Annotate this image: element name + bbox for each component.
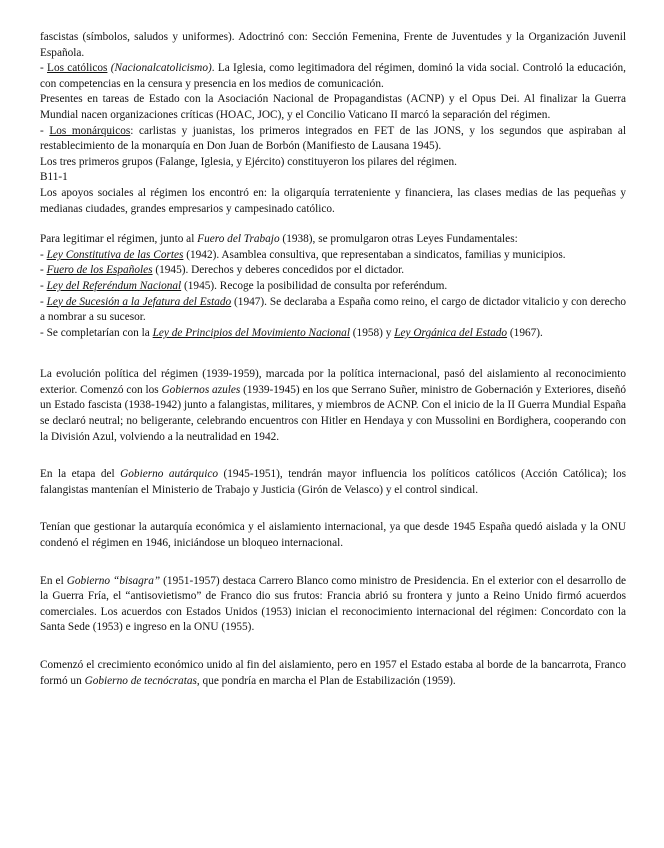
text: : carlistas y juanistas, los primeros integrados en FET de las JONS, y los segundos que aspiraban al restablecimiento de la monarquía en Don Juan de Borbón (Manifiesto de Lausana 1945).: [40, 124, 626, 153]
law-title: Ley del Referéndum Nacional: [46, 279, 182, 292]
paragraph-economic-growth: [40, 658, 626, 689]
text: (1945). Recoge la posibilidad de consulta por referéndum.: [181, 279, 448, 292]
dash: -: [40, 264, 47, 277]
text: (1939-1945) en los que Serrano Suñer, ministro de Gobernación y Exteriores, diseñó un Estado fascista (1938-1942) junto a falangistas, militares, y miembros de ACNP. Con el inicio de la II Guerra Mundial España se declaró neutral; no beligerante, celebrando encuentros con Hitler en Hendaya y con Mussolini en Bordighera, cooperando con la División Azul, volviendo a la neutralidad en 1942.: [40, 383, 627, 443]
text: (1945). Derechos y deberes concedidos por el dictador.: [152, 264, 405, 277]
dash: -: [40, 279, 47, 292]
term-gobierno-autarquico: Gobierno autárquico: [120, 468, 219, 481]
paragraph-isolation: Tenían que gestionar la autarquía económica y el aislamiento internacional, ya que desde 1945 España quedó aislada y la ONU condenó el régimen en 1946, iniciándose un bloqueo internacional.: [40, 521, 626, 550]
paragraph-laws-intro: [40, 232, 626, 248]
text: (1958) y: [349, 326, 395, 339]
text: (1938), se promulgaron otras Leyes Fundamentales:: [279, 233, 518, 246]
dash: -: [40, 248, 47, 261]
text: (1945-1951), tendrán mayor influencia los políticos católicos (Acción Católica); los falangistas mantenían el Ministerio de Trabajo y Justicia (Girón de Velasco) y el control sindical.: [40, 468, 626, 496]
text: (1967).: [507, 326, 543, 339]
text: (1951-1957) destaca Carrero Blanco como ministro de Presidencia. En el exterior con el desarrollo de la Guerra Fría, el “antisovietismo” de Franco dio sus frutos: Francia abrió su frontera y junto a Reino Unido firmó acuerdos comerciales. Los acuerdos con Estados Unidos (1953) inician el reconocimiento internacional del régimen: Concordato con la Santa Sede (1953) e ingreso en la ONU (1955).: [40, 574, 626, 634]
heading-monarchists: Los monárquicos: [49, 124, 131, 137]
term-nacionalcatolicismo: (Nacionalcatolicismo): [110, 62, 212, 75]
term-gobierno-tecnocratas: Gobierno de tecnócratas: [84, 674, 197, 687]
text: La evolución política del régimen (1939-1959), marcada por la política internacional, pasó del aislamiento al reconocimiento exterior. Comenzó con los: [40, 368, 626, 396]
document-page: [40, 30, 626, 689]
text: Para legitimar el régimen, junto al: [40, 233, 198, 246]
law-title: Fuero de los Españoles: [46, 264, 153, 277]
law-item: [40, 279, 626, 295]
text: . La Iglesia, como legitimadora del régimen, dominó la vida social. Controló la educación, con competencias en la censura y presencia en los medios de comunicación.: [40, 62, 627, 90]
law-item: [40, 248, 626, 264]
law-title: Ley de Sucesión a la Jefatura del Estado: [46, 295, 232, 308]
heading-catholics: Los católicos: [47, 62, 108, 75]
law-fuero-trabajo: Fuero del Trabajo: [197, 233, 280, 246]
paragraph-monarchists: [40, 124, 626, 155]
law-item: [40, 326, 626, 342]
term-gobiernos-azules: Gobiernos azules: [161, 383, 241, 396]
law-title: Ley Orgánica del Estado: [394, 326, 508, 339]
paragraph-acnp: Presentes en tareas de Estado con la Asociación Nacional de Propagandistas (ACNP) y el Opus Dei. Al finalizar la Guerra Mundial nacen organizaciones críticas (HOAC, JOC), y el Concilio Vaticano II marcó la separación del régimen.: [40, 93, 626, 121]
text: Comenzó el crecimiento económico unido al fin del aislamiento, pero en 1957 el Estado estaba al borde de la bancarrota, Franco formó un: [40, 659, 626, 687]
paragraph-pillars: Los tres primeros grupos (Falange, Iglesia, y Ejército) constituyeron los pilares del régimen.: [40, 155, 457, 168]
law-item: [40, 295, 626, 326]
text: (1947). Se declaraba a España como reino, el cargo de dictador vitalicio y con derecho a nombrar a su sucesor.: [40, 295, 627, 324]
paragraph-catholics: [40, 61, 626, 92]
text: En el: [40, 574, 67, 587]
dash: -: [40, 124, 50, 137]
dash: -: [40, 62, 48, 75]
paragraph-bisagra-government: [40, 574, 626, 636]
paragraph-fascism: fascistas (símbolos, saludos y uniformes). Adoctrinó con: Sección Femenina, Frente de Juventudes y la Organización Juvenil Española.: [40, 31, 626, 59]
text: - Se completarían con la: [40, 326, 153, 339]
law-title: Ley de Principios del Movimiento Nacional: [152, 326, 350, 339]
dash: -: [40, 295, 47, 308]
text: , que pondría en marcha el Plan de Estabilización (1959).: [196, 674, 456, 687]
term-gobierno-bisagra: Gobierno “bisagra”: [66, 574, 161, 587]
law-item: [40, 263, 626, 279]
text: (1942). Asamblea consultiva, que representaban a sindicatos, familias y municipios.: [183, 248, 566, 261]
paragraph-autarchic-government: [40, 467, 626, 498]
paragraph-political-evolution: [40, 367, 626, 445]
section-code: B11-1: [40, 171, 68, 184]
law-title: Ley Constitutiva de las Cortes: [46, 248, 184, 261]
text: En la etapa del: [40, 468, 121, 481]
paragraph-social-support: Los apoyos sociales al régimen los encontró en: la oligarquía terrateniente y financiera, las clases medias de las pequeñas y medianas ciudades, grandes empresarios y campesinado católico.: [40, 186, 626, 215]
